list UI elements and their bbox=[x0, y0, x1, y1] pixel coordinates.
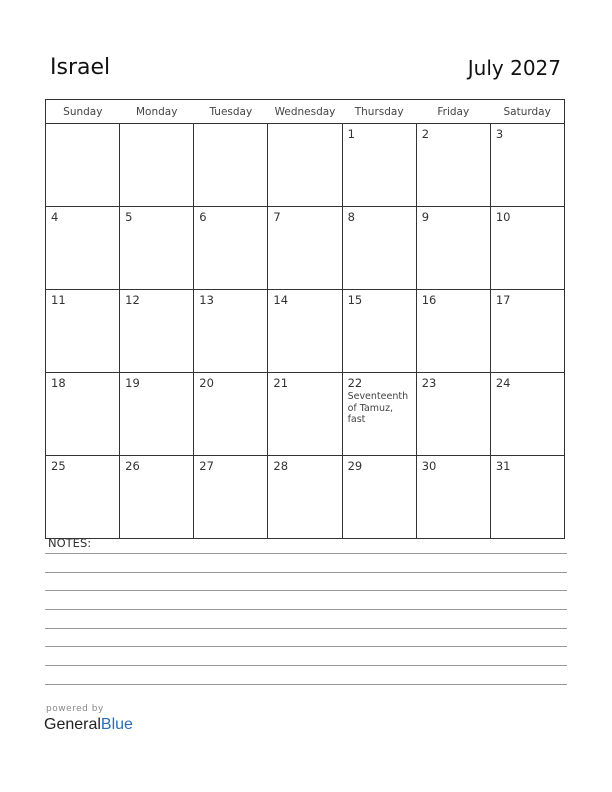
day-cell bbox=[120, 456, 194, 539]
day-cell bbox=[46, 456, 120, 539]
day-number: 30 bbox=[421, 459, 437, 473]
day-cell bbox=[268, 207, 342, 290]
weekday-header: Saturday bbox=[490, 100, 564, 124]
day-number: 9 bbox=[421, 210, 430, 224]
day-cell bbox=[120, 124, 194, 207]
day-number: 8 bbox=[347, 210, 355, 224]
note-line bbox=[45, 628, 567, 629]
day-cell bbox=[194, 373, 268, 456]
day-number: 13 bbox=[199, 293, 214, 307]
note-line bbox=[45, 553, 567, 554]
day-cell bbox=[46, 290, 120, 373]
day-cell bbox=[268, 373, 342, 456]
calendar-body bbox=[46, 124, 565, 539]
day-number: 19 bbox=[125, 376, 140, 390]
day-number: 24 bbox=[495, 376, 511, 390]
day-cell bbox=[490, 290, 564, 373]
day-cell bbox=[194, 290, 268, 373]
country-title: Israel bbox=[50, 55, 111, 80]
day-cell bbox=[416, 456, 490, 539]
day-number: 17 bbox=[495, 293, 511, 307]
day-cell bbox=[342, 124, 416, 207]
day-cell bbox=[268, 124, 342, 207]
day-cell bbox=[490, 373, 564, 456]
day-cell bbox=[120, 373, 194, 456]
day-number: 27 bbox=[199, 459, 214, 473]
day-cell bbox=[490, 456, 564, 539]
day-number: 16 bbox=[421, 293, 437, 307]
day-number: 6 bbox=[199, 210, 207, 224]
note-line bbox=[45, 665, 567, 666]
day-cell bbox=[46, 124, 120, 207]
day-number: 4 bbox=[51, 210, 59, 224]
weekday-header: Tuesday bbox=[194, 100, 268, 124]
day-number: 5 bbox=[125, 210, 133, 224]
day-number: 18 bbox=[51, 376, 66, 390]
day-number: 12 bbox=[125, 293, 140, 307]
day-number: 7 bbox=[273, 210, 281, 224]
day-number: 11 bbox=[51, 293, 66, 307]
day-number: 23 bbox=[421, 376, 437, 390]
day-number: 31 bbox=[495, 459, 511, 473]
day-cell bbox=[416, 207, 490, 290]
weekday-header-row bbox=[46, 100, 565, 124]
brand-logo bbox=[44, 716, 133, 734]
brand-blue-text: Blue bbox=[100, 716, 133, 733]
day-number: 14 bbox=[273, 293, 289, 307]
week-row bbox=[46, 124, 565, 207]
notes-label: NOTES: bbox=[48, 536, 92, 550]
day-cell bbox=[416, 124, 490, 207]
powered-by-text: powered by bbox=[46, 704, 104, 714]
day-cell bbox=[342, 207, 416, 290]
day-cell bbox=[120, 290, 194, 373]
note-line bbox=[45, 646, 567, 647]
day-cell bbox=[46, 207, 120, 290]
day-cell bbox=[342, 456, 416, 539]
note-line bbox=[45, 684, 567, 685]
week-row bbox=[46, 456, 565, 539]
brand-general-text: General bbox=[44, 716, 101, 733]
weekday-header: Thursday bbox=[342, 100, 416, 124]
day-cell bbox=[416, 373, 490, 456]
weekday-header: Friday bbox=[416, 100, 490, 124]
note-line bbox=[45, 609, 567, 610]
day-number: 2 bbox=[421, 127, 430, 141]
week-row bbox=[46, 207, 565, 290]
note-line bbox=[45, 590, 567, 591]
day-number: 26 bbox=[125, 459, 140, 473]
day-number: 25 bbox=[51, 459, 66, 473]
day-number: 21 bbox=[273, 376, 289, 390]
day-cell bbox=[194, 124, 268, 207]
holiday-label: Seventeenth of Tamuz, fast bbox=[347, 391, 409, 425]
day-number: 10 bbox=[495, 210, 511, 224]
week-row bbox=[46, 373, 565, 456]
day-number: 28 bbox=[273, 459, 289, 473]
day-cell bbox=[342, 373, 416, 456]
weekday-header: Monday bbox=[120, 100, 194, 124]
day-cell bbox=[194, 207, 268, 290]
day-cell bbox=[194, 456, 268, 539]
day-cell bbox=[268, 456, 342, 539]
calendar-grid bbox=[45, 99, 565, 539]
weekday-header: Sunday bbox=[46, 100, 120, 124]
day-cell bbox=[342, 290, 416, 373]
day-number: 15 bbox=[347, 293, 363, 307]
day-number: 29 bbox=[347, 459, 363, 473]
day-cell bbox=[120, 207, 194, 290]
day-cell bbox=[416, 290, 490, 373]
day-cell bbox=[268, 290, 342, 373]
note-line bbox=[45, 572, 567, 573]
week-row bbox=[46, 290, 565, 373]
month-title: July 2027 bbox=[467, 56, 561, 80]
day-number: 20 bbox=[199, 376, 214, 390]
weekday-header: Wednesday bbox=[268, 100, 342, 124]
day-number: 22 bbox=[347, 376, 363, 390]
day-cell bbox=[490, 124, 564, 207]
day-cell bbox=[490, 207, 564, 290]
day-number: 1 bbox=[347, 127, 355, 141]
day-cell bbox=[46, 373, 120, 456]
day-number: 3 bbox=[495, 127, 504, 141]
